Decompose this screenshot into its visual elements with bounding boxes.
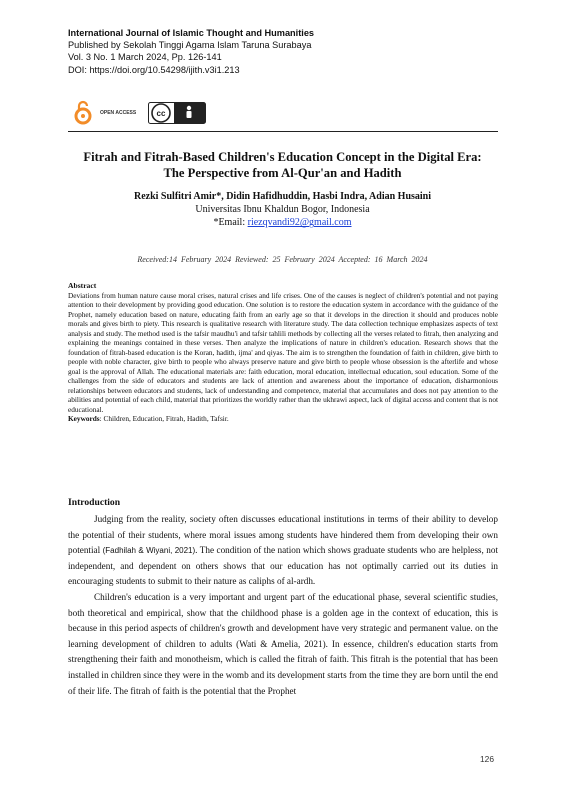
paragraph-2: Children's education is a very important and urgent part of the educational phase, several scientific studies, both theoretical and empirical, show that the childhood phase is a golden age in the context of education, this is because in this period aspects of children's growth and development have very strategic and permanent value. on the learning development of children to adults (Wati & Amelia, 2021). In essence, children's education starts from strengthening their faith and monotheism, which is called the fitrah of faith. This fitrah is the potential that has been installed in children since they were in the womb and its development starts from the time they are born until the end of their life. The fitrah of faith is the potential that the Prophet [68,591,498,696]
abstract-section [68,281,498,424]
keywords-label: Keywords [68,414,100,423]
abstract-heading: Abstract [68,281,97,290]
svg-text:cc: cc [156,109,166,118]
paper-title [60,150,505,181]
header-divider [68,131,498,132]
citation: (Fadhilah & Wiyani, 2021) [102,546,196,556]
affiliation: Universitas Ibnu Khaldun Bogor, Indonesia [195,204,370,216]
submission-dates: Received:14 February 2024 Reviewed: 25 February 2024 Accepted: 16 March 2024 [137,255,428,264]
abstract-text: Deviations from human nature cause moral crises, natural crises and life crises. One of the causes is neglect of children's potential and not paying attention to their development by providing good education. One solution is to restore the education system in accordance with the guidance of the Prophet, namely education based on nature, educating faith from an early age so that it develops in the direction it should and produces noble morals and gives birth to piety. This research is qualitative research with literature study. The data collection technique emphasizes aspects of text analysis and study. The method used is the tafsir maudhu'i and tafsir tahlili methods by collecting all the verses related to fitrah, then analyzing and explaining the meanings contained in these verses. Then analyze the implications of nature in children's education. Research shows that the foundation of fitrah-based education is the Koran, hadith, ijma' and qiyas. The aim is to strengthen the foundation of faith in children, give birth to people with noble character, give birth to people who always preserve nature and give birth to people whose obsession is the afterlife and whose goal is the approval of Allah. The educational materials are: faith education, moral education, intellectual education, soul education. Some of the challenges from the side of educators and students are lack of attention and awareness about the importance of education, disharmonious relationships between educators and students, lack of understanding and competence, material that accumulates and does not pay attention to the abilities and potential of each child, material that prioritizes the worldly rather than the ukhrawi aspect, lack of digital access and content that is not educational. [68,290,498,414]
journal-header [68,27,508,76]
page-number: 126 [480,754,494,764]
introduction-heading: Introduction [68,497,121,508]
open-access-label: OPEN ACCESS [100,110,137,116]
title-line-1: Fitrah and Fitrah-Based Children's Education Concept in the Digital Era: [83,150,482,164]
open-access-logo [68,100,136,126]
title-line-2: The Perspective from Al-Qur'an and Hadith [163,165,402,180]
introduction-body [68,512,498,699]
doi-line[interactable]: DOI: https://doi.org/10.54298/ijith.v3i1.213 [68,64,240,75]
email-link[interactable]: riezqvandi92@gmail.com [247,217,352,229]
keywords-list: : Children, Education, Fitrah, Hadith, Tafsir. [99,414,229,423]
email-label: *Email: [213,217,248,229]
paragraph-1-text-b: . The condition of the nation which shows graduate students who are helpless, not independent, and dependent on others shows that our education has not optimally carried out its duties in encouraging students to submit to their nature as caliphs of al-ardh. [68,545,498,587]
author-names: Rezki Sulfitri Amir*, Didin Hafidhuddin, Hasbi Indra, Adian Husaini [133,191,432,202]
email-line [60,216,505,229]
license-logos [68,99,206,127]
volume-line: Vol. 3 No. 1 March 2024, Pp. 126-141 [68,52,222,63]
paragraph-1 [68,512,498,590]
keywords-line [68,414,498,424]
paragraph-1-text-a: Judging from the reality, society often discusses educational institutions in terms of their ability to develop the potential of their students, where moral issues among students have hindered them from developing their own potential [68,514,498,556]
open-access-icon [68,100,98,126]
author-block [60,190,505,230]
journal-name: International Journal of Islamic Thought and Humanities [68,28,315,38]
cc-license-badge[interactable] [148,102,206,124]
cc-by-icon [148,102,206,124]
publisher-line: Published by Sekolah Tinggi Agama Islam Taruna Surabaya [68,40,312,51]
